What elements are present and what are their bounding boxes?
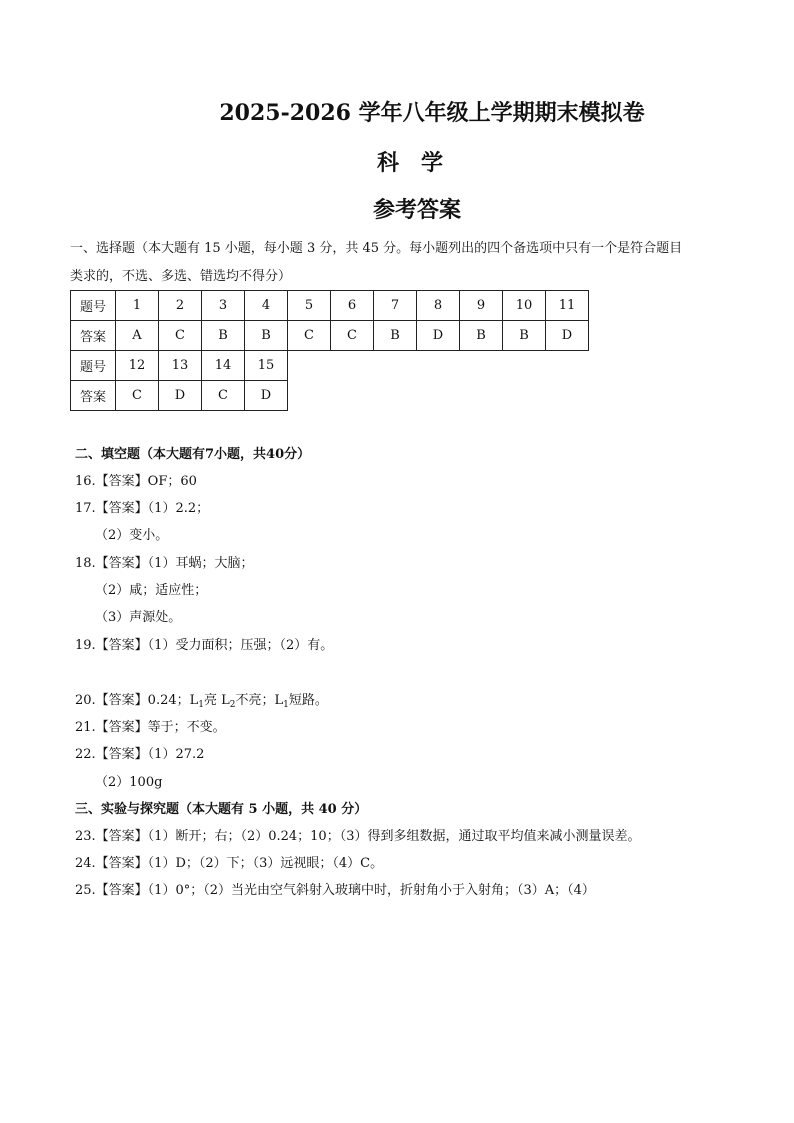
question-number: 9 (460, 291, 503, 321)
answer-q19: 19.【答案】（1）受力面积；压强；（2）有。 (75, 638, 334, 653)
answer-heading: 参考答案 (372, 197, 461, 223)
question-number: 10 (503, 291, 546, 321)
answer-table (70, 290, 589, 411)
question-number: 13 (159, 351, 202, 381)
table-row-questions-1 (71, 291, 589, 321)
answer-cell: B (503, 321, 546, 351)
answer-cell: C (202, 381, 245, 411)
answer-q23: 23.【答案】（1）断开；右；（2）0.24；10；（3）得到多组数据，通过取平均值来减小测量误差。 (75, 829, 641, 844)
section1-title-line2: 类求的，不选、多选、错选均不得分） (70, 269, 292, 284)
exam-title: 2025-2026 学年八年级上学期期末模拟卷 (219, 100, 645, 126)
table-row-answers-2 (71, 381, 589, 411)
table-row-answers-1 (71, 321, 589, 351)
table-row-questions-2 (71, 351, 589, 381)
subject-title: 科学 (376, 150, 465, 176)
answer-cell: C (288, 321, 331, 351)
answer-cell: B (460, 321, 503, 351)
answer-q21: 21.【答案】等于；不变。 (75, 720, 226, 735)
question-number: 7 (374, 291, 417, 321)
row-label-answer: 答案 (71, 321, 116, 351)
question-number: 5 (288, 291, 331, 321)
question-number: 11 (546, 291, 589, 321)
row-label-question: 题号 (71, 351, 116, 381)
answer-q17-1: 17.【答案】（1）2.2； (75, 501, 210, 516)
answer-cell: C (331, 321, 374, 351)
section1-title (70, 235, 730, 291)
section2-title: 二、填空题（本大题有7小题，共40分） (75, 447, 311, 462)
question-number: 4 (245, 291, 288, 321)
answer-q18-3: （3）声源处。 (95, 610, 182, 625)
answer-q24: 24.【答案】（1）D；（2）下；（3）远视眼；（4）C。 (75, 856, 384, 871)
answer-cell: D (417, 321, 460, 351)
question-number: 6 (331, 291, 374, 321)
row-label-question: 题号 (71, 291, 116, 321)
answer-q16: 16.【答案】OF；60 (75, 474, 197, 489)
answer-cell: C (116, 381, 159, 411)
answer-cell: D (245, 381, 288, 411)
answer-q22-1: 22.【答案】（1）27.2 (75, 747, 205, 762)
section1-title-line1: 一、选择题（本大题有 15 小题，每小题 3 分，共 45 分。每小题列出的四个备选项中只有一个是符合题目 (70, 241, 683, 256)
answer-cell: A (116, 321, 159, 351)
q20-subscript: 1 (283, 700, 289, 710)
answer-q20 (75, 689, 328, 710)
question-number: 1 (116, 291, 159, 321)
q20-subscript: 1 (198, 700, 204, 710)
q20-text: 亮 L (204, 693, 230, 708)
row-label-answer: 答案 (71, 381, 116, 411)
question-number: 8 (417, 291, 460, 321)
answer-cell: D (159, 381, 202, 411)
answer-q25: 25.【答案】（1）0°；（2）当光由空气斜射入玻璃中时，折射角小于入射角；（3）A；（4） (75, 883, 595, 898)
section3-title: 三、实验与探究题（本大题有 5 小题，共 40 分） (75, 802, 368, 817)
answer-cell: B (374, 321, 417, 351)
answer-q22-2: （2）100g (95, 775, 163, 790)
answer-cell: C (159, 321, 202, 351)
answer-q18-2: （2）咸；适应性； (95, 583, 208, 598)
q20-text: 不亮；L (235, 693, 284, 708)
answer-q18-1: 18.【答案】（1）耳蜗；大脑； (75, 556, 254, 571)
question-number: 12 (116, 351, 159, 381)
question-number: 2 (159, 291, 202, 321)
q20-text: 20.【答案】0.24；L (75, 693, 199, 708)
answer-q17-2: （2）变小。 (95, 528, 169, 543)
question-number: 15 (245, 351, 288, 381)
question-number: 3 (202, 291, 245, 321)
question-number: 14 (202, 351, 245, 381)
answer-cell: B (202, 321, 245, 351)
q20-subscript: 2 (229, 700, 236, 710)
table-blank (288, 381, 589, 411)
q20-text: 短路。 (288, 693, 328, 708)
answer-cell: B (245, 321, 288, 351)
table-blank (288, 351, 589, 381)
answer-cell: D (546, 321, 589, 351)
